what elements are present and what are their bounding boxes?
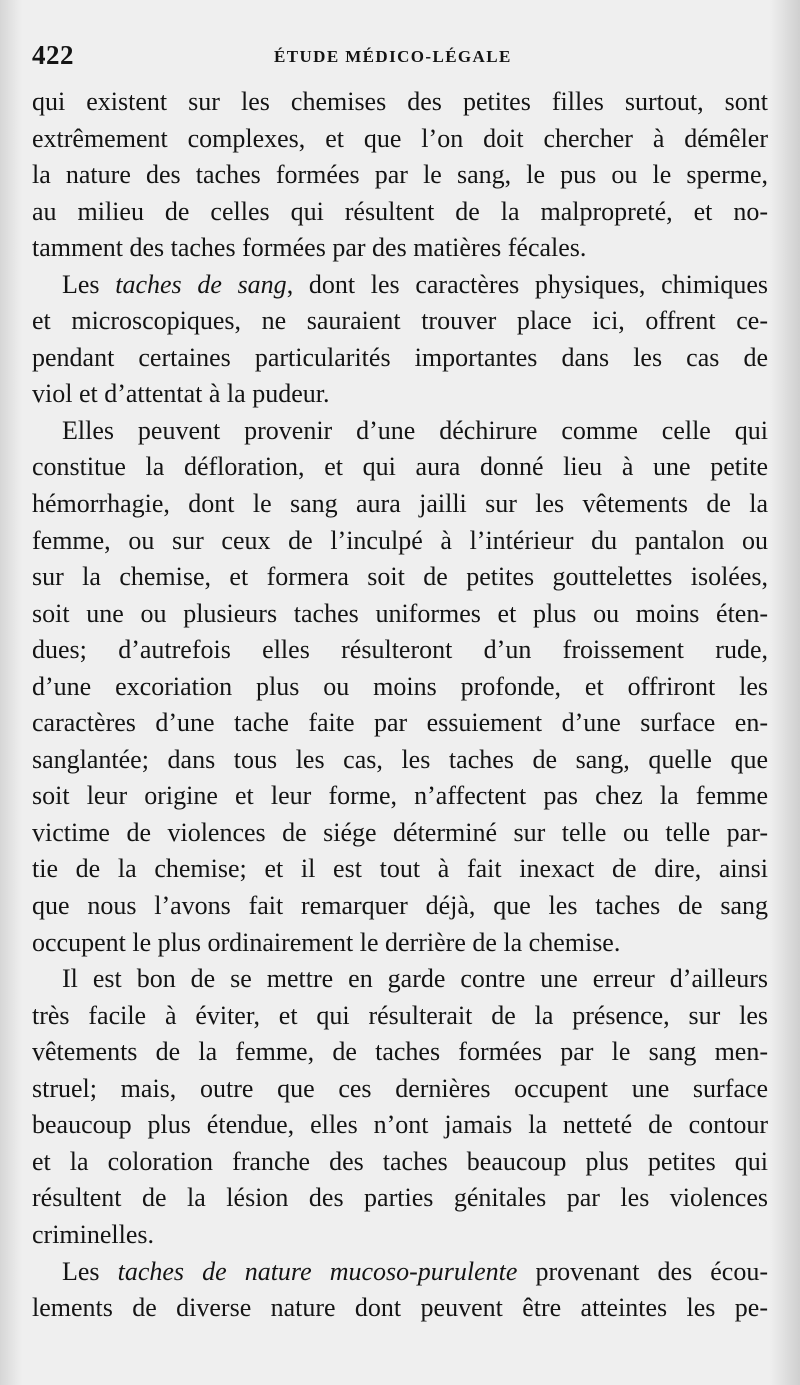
text-line: extrêmement complexes, et que l’on doit chercher à démêler	[32, 123, 768, 153]
text-run: Les	[62, 1256, 118, 1286]
text-line	[32, 1254, 768, 1291]
text-line: hémorrhagie, dont le sang aura jailli sur les vêtements de la	[32, 489, 768, 519]
page-number: 422	[32, 40, 74, 70]
body-text	[32, 84, 768, 1327]
text-line: pendant certaines particularités importantes dans les cas de	[32, 342, 768, 372]
text-line: struel; mais, outre que ces dernières occupent une surface	[32, 1073, 768, 1103]
text-line: que nous l’avons fait remarquer déjà, que les taches de sang	[32, 891, 768, 921]
text-line	[32, 267, 768, 304]
text-line: criminelles.	[32, 1219, 155, 1249]
text-run: provenant des écou-	[517, 1256, 768, 1286]
text-line: tamment des taches formées par des matières fécales.	[32, 233, 587, 263]
italic-term: taches de nature mucoso-purulente	[117, 1256, 518, 1286]
text-line: Elles peuvent provenir d’une déchirure comme celle qui	[62, 415, 768, 445]
text-line: viol et d’attentat à la pudeur.	[32, 379, 330, 409]
text-line: soit une ou plusieurs taches uniformes et plus ou moins éten-	[32, 598, 768, 628]
italic-term: taches de sang	[115, 269, 287, 299]
text-line: résultent de la lésion des parties génitales par les violences	[32, 1183, 768, 1213]
text-line: femme, ou sur ceux de l’inculpé à l’intérieur du pantalon ou	[32, 525, 768, 555]
text-line: très facile à éviter, et qui résulterait de la présence, sur les	[32, 1000, 768, 1030]
text-line: la nature des taches formées par le sang, le pus ou le sperme,	[32, 160, 768, 190]
text-line: caractères d’une tache faite par essuiement d’une surface en-	[32, 708, 768, 738]
text-line: dues; d’autrefois elles résulteront d’un froissement rude,	[32, 635, 768, 665]
text-line: beaucoup plus étendue, elles n’ont jamais la netteté de contour	[32, 1110, 768, 1140]
text-run: Les	[62, 269, 116, 299]
text-line: victime de violences de siége déterminé sur telle ou telle par-	[32, 817, 768, 847]
text-line: qui existent sur les chemises des petites filles surtout, sont	[32, 87, 768, 116]
text-line: constitue la défloration, et qui aura donné lieu à une petite	[32, 452, 768, 482]
text-run: , dont les caractères physiques, chimiques	[286, 269, 768, 299]
page-header	[32, 40, 772, 70]
text-line: vêtements de la femme, de taches formées par le sang men-	[32, 1037, 768, 1067]
text-line: occupent le plus ordinairement le derrière de la chemise.	[32, 927, 621, 957]
text-line: et la coloration franche des taches beaucoup plus petites qui	[32, 1146, 768, 1176]
text-line: tie de la chemise; et il est tout à fait inexact de dire, ainsi	[32, 854, 768, 884]
text-line: soit leur origine et leur forme, n’affectent pas chez la femme	[32, 781, 768, 811]
text-line: d’une excoriation plus ou moins profonde, et offriront les	[32, 671, 768, 701]
text-line: sanglantée; dans tous les cas, les taches de sang, quelle que	[32, 744, 768, 774]
text-line: et microscopiques, ne sauraient trouver place ici, offrent ce-	[32, 306, 768, 336]
text-line: au milieu de celles qui résultent de la malpropreté, et no-	[32, 196, 768, 226]
text-line: sur la chemise, et formera soit de petites gouttelettes isolées,	[32, 562, 768, 592]
running-head: ÉTUDE MÉDICO-LÉGALE	[274, 47, 512, 66]
text-line: Il est bon de se mettre en garde contre une erreur d’ailleurs	[62, 964, 768, 994]
text-line: lements de diverse nature dont peuvent être atteintes les pe-	[32, 1293, 768, 1323]
